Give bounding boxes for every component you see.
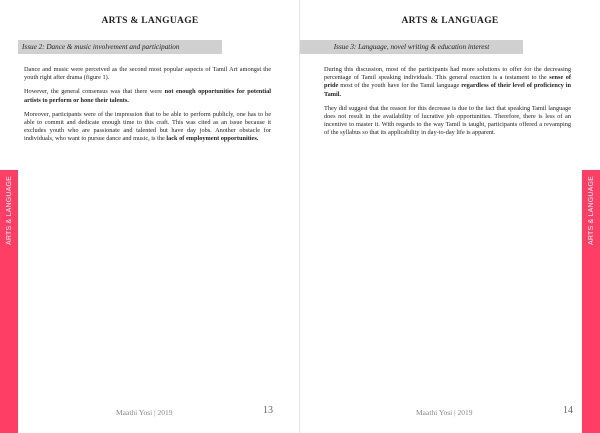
- side-tab-right: [582, 170, 600, 433]
- page-header: ARTS & LANGUAGE: [101, 16, 199, 26]
- paragraph: [24, 88, 271, 104]
- paragraph-text: During this discussion, most of the participants had more solutions to offer for the decreasing percentage of Tamil speaking individuals. This general reaction is a testament to the: [324, 66, 571, 82]
- page-14: [300, 0, 600, 433]
- side-tab-label: ARTS & LANGUAGE: [587, 176, 595, 246]
- footer-text: Maathi Yosi | 2019: [416, 408, 473, 417]
- side-tab-label: ARTS & LANGUAGE: [5, 176, 13, 246]
- issue-title-bar: [300, 40, 523, 54]
- issue-title-bar: [18, 40, 222, 54]
- bold-text: sense of pride: [324, 74, 572, 90]
- footer-text: Maathi Yosi | 2019: [116, 408, 173, 417]
- side-tab-left: [0, 170, 18, 433]
- paragraph: [24, 111, 271, 144]
- bold-text: not enough opportunities for potential artists to perform or hone their talents.: [24, 88, 271, 104]
- page-content: [324, 66, 571, 144]
- paragraph: Dance and music were perceived as the second most popular aspects of Tamil Art amongst the youth right after drama (figure 1).: [24, 66, 271, 82]
- issue-title: Issue 2: Dance & music involvement and participation: [22, 43, 180, 51]
- issue-title: Issue 3: Language, novel writing & education interest: [333, 43, 490, 51]
- page-number: 14: [563, 405, 573, 416]
- paragraph-text: However, the general consensus was that there were: [24, 88, 165, 96]
- bold-text: lack of employment opportunities.: [166, 135, 259, 143]
- paragraph-text: most of the youth have for the Tamil language: [338, 82, 462, 90]
- paragraph-text: Moreover, participants were of the impression that to be able to perform publicly, one has to be able to commit and dedicate enough time to this craft. This was cited as an issue because it excludes youth who are passionate and talented but have day jobs. Another obstacle for individuals, who want to pursue dance and music, is the: [24, 110, 271, 143]
- bold-text: regardless of their level of proficiency in Tamil.: [324, 82, 571, 98]
- page-header: ARTS & LANGUAGE: [401, 16, 499, 26]
- paragraph: [324, 66, 571, 99]
- page-number: 13: [263, 405, 273, 416]
- page-content: [24, 66, 271, 150]
- paragraph: They did suggest that the reason for this decrease is due to the fact that speaking Tamil language does not result in the availability of lucrative job opportunities. Therefore, there is less of an incentive to master it. With regards to the way Tamil is taught, participants offered a revamping of the syllabus so that its applicability in day-to-day life is apparent.: [324, 104, 571, 137]
